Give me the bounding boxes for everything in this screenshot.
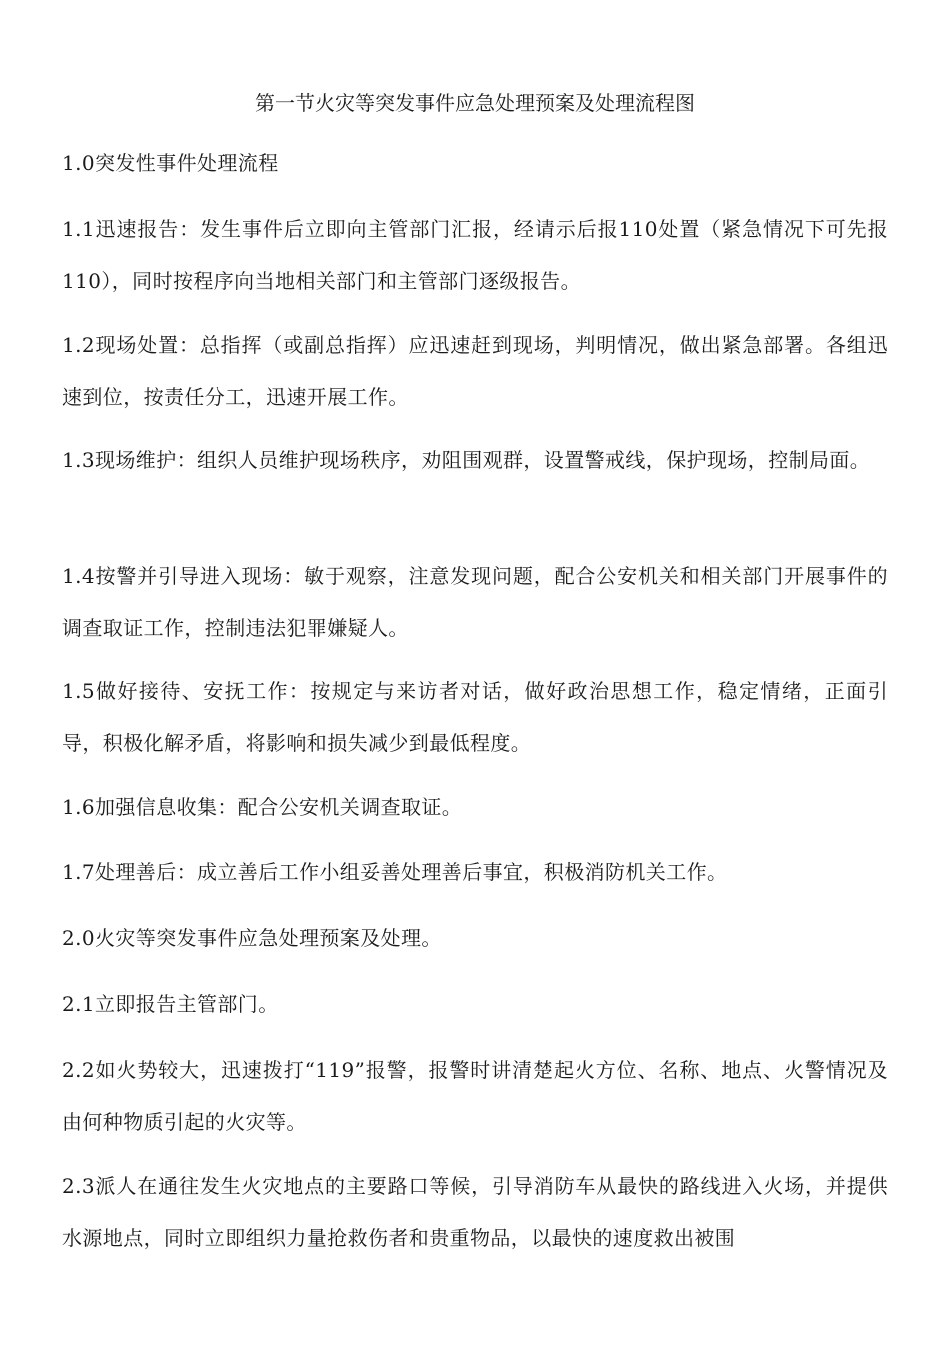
section-1-0: 1.0突发性事件处理流程 <box>62 151 279 175</box>
section-1-2: 1.2现场处置：总指挥（或副总指挥）应迅速赶到现场，判明情况，做出紧急部署。各组迅速到位，按责任分工，迅速开展工作。 <box>62 333 888 409</box>
section-1-1: 1.1迅速报告：发生事件后立即向主管部门汇报，经请示后报110处置（紧急情况下可先报110），同时按程序向当地相关部门和主管部门逐级报告。 <box>62 217 888 293</box>
section-2-1: 2.1立即报告主管部门。 <box>62 992 279 1016</box>
section-2-2: 2.2如火势较大，迅速拨打“119”报警，报警时讲清楚起火方位、名称、地点、火警情况及由何种物质引起的火灾等。 <box>62 1058 888 1134</box>
section-1-6: 1.6加强信息收集：配合公安机关调查取证。 <box>62 795 463 819</box>
document-title: 第一节火灾等突发事件应急处理预案及处理流程图 <box>255 91 695 115</box>
section-1-4: 1.4按警并引导进入现场：敏于观察，注意发现问题，配合公安机关和相关部门开展事件的调查取证工作，控制违法犯罪嫌疑人。 <box>62 564 888 640</box>
section-1-5: 1.5做好接待、安抚工作：按规定与来访者对话，做好政治思想工作，稳定情绪，正面引导，积极化解矛盾，将影响和损失减少到最低程度。 <box>62 679 888 755</box>
section-2-0: 2.0火灾等突发事件应急处理预案及处理。 <box>62 926 442 950</box>
section-1-7: 1.7处理善后：成立善后工作小组妥善处理善后事宜，积极消防机关工作。 <box>62 860 728 884</box>
section-2-3: 2.3派人在通往发生火灾地点的主要路口等候，引导消防车从最快的路线进入火场，并提供水源地点，同时立即组织力量抢救伤者和贵重物品，以最快的速度救出被围 <box>62 1174 888 1250</box>
section-1-3: 1.3现场维护：组织人员维护现场秩序，劝阻围观群，设置警戒线，保护现场，控制局面。 <box>62 448 871 472</box>
